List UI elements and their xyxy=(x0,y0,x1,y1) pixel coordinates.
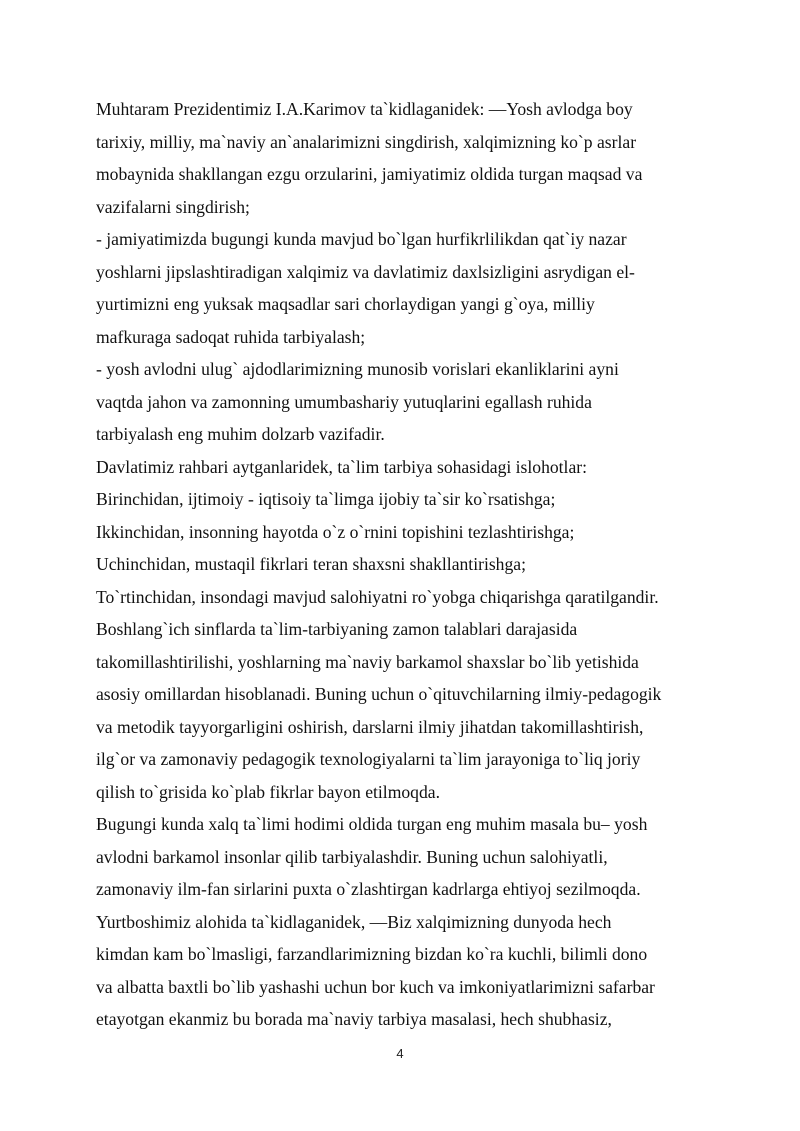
text-line: Birinchidan, ijtimoiy - iqtisoiy ta`limga ijobiy ta`sir ko`rsatishga; xyxy=(96,489,556,509)
text-line: yurtimizni eng yuksak maqsadlar sari chorlaydigan yangi g`oya, milliy xyxy=(96,294,595,314)
text-line: etayotgan ekanmiz bu borada ma`naviy tarbiya masalasi, hech shubhasiz, xyxy=(96,1009,612,1029)
text-line: tarixiy, milliy, ma`naviy an`analarimizni singdirish, xalqimizning ko`p asrlar xyxy=(96,131,637,152)
text-line: Yurtboshimiz alohida ta`kidlaganidek, —Biz xalqimizning dunyoda hech xyxy=(96,911,612,932)
text-line: Davlatimiz rahbari aytganlaridek, ta`lim tarbiya sohasidagi islohotlar: xyxy=(96,456,588,477)
text-line: Bugungi kunda xalq ta`limi hodimi oldida turgan eng muhim masala bu– yosh xyxy=(96,814,648,834)
text-line: va albatta baxtli bo`lib yashashi uchun bor kuch va imkoniyatlarimizni safarbar xyxy=(96,976,655,997)
body-text xyxy=(96,93,716,1036)
text-line: Ikkinchidan, insonning hayotda o`z o`rnini topishini tezlashtirishga; xyxy=(96,521,575,542)
text-line: vazifalarni singdirish; xyxy=(96,196,250,217)
text-line: Boshlang`ich sinflarda ta`lim-tarbiyaning zamon talablari darajasida xyxy=(96,619,578,639)
text-line: kimdan kam bo`lmasligi, farzandlarimizning bizdan ko`ra kuchli, bilimli dono xyxy=(96,944,648,964)
text-line: - jamiyatimizda bugungi kunda mavjud bo`lgan hurfikrlilikdan qat`iy nazar xyxy=(96,229,627,249)
text-line: asosiy omillardan hisoblanadi. Buning uchun o`qituvchilarning ilmiy-pedagogik xyxy=(96,684,662,704)
text-line: qilish to`grisida ko`plab fikrlar bayon etilmoqda. xyxy=(96,781,440,802)
text-line: zamonaviy ilm-fan sirlarini puxta o`zlashtirgan kadrlarga ehtiyoj sezilmoqda. xyxy=(96,879,641,899)
text-line: mobaynida shakllangan ezgu orzularini, jamiyatimiz oldida turgan maqsad va xyxy=(96,164,643,184)
text-line: To`rtinchidan, insondagi mavjud salohiyatni ro`yobga chiqarishga qaratilgandir. xyxy=(96,586,659,607)
text-line: tarbiyalash eng muhim dolzarb vazifadir. xyxy=(96,424,385,444)
text-line: ilg`or va zamonaviy pedagogik texnologiyalarni ta`lim jarayoniga to`liq joriy xyxy=(96,749,641,769)
text-line: - yosh avlodni ulug` ajdodlarimizning munosib vorislari ekanliklarini ayni xyxy=(96,359,619,379)
text-line: avlodni barkamol insonlar qilib tarbiyalashdir. Buning uchun salohiyatli, xyxy=(96,846,608,867)
text-line: yoshlarni jipslashtiradigan xalqimiz va davlatimiz daxlsizligini asrydigan el- xyxy=(96,261,635,282)
text-line: takomillashtirilishi, yoshlarning ma`naviy barkamol shaxslar bo`lib yetishida xyxy=(96,651,639,672)
text-line: Uchinchidan, mustaqil fikrlari teran shaxsni shakllantirishga; xyxy=(96,554,526,574)
text-line: mafkuraga sadoqat ruhida tarbiyalash; xyxy=(96,326,366,347)
text-line: Muhtaram Prezidentimiz I.A.Karimov ta`kidlaganidek: —Yosh avlodga boy xyxy=(96,99,633,119)
text-line: vaqtda jahon va zamonning umumbashariy yutuqlarini egallash ruhida xyxy=(96,391,592,412)
page-number: 4 xyxy=(396,1046,404,1061)
text-line: va metodik tayyorgarligini oshirish, darslarni ilmiy jihatdan takomillashtirish, xyxy=(96,716,644,737)
